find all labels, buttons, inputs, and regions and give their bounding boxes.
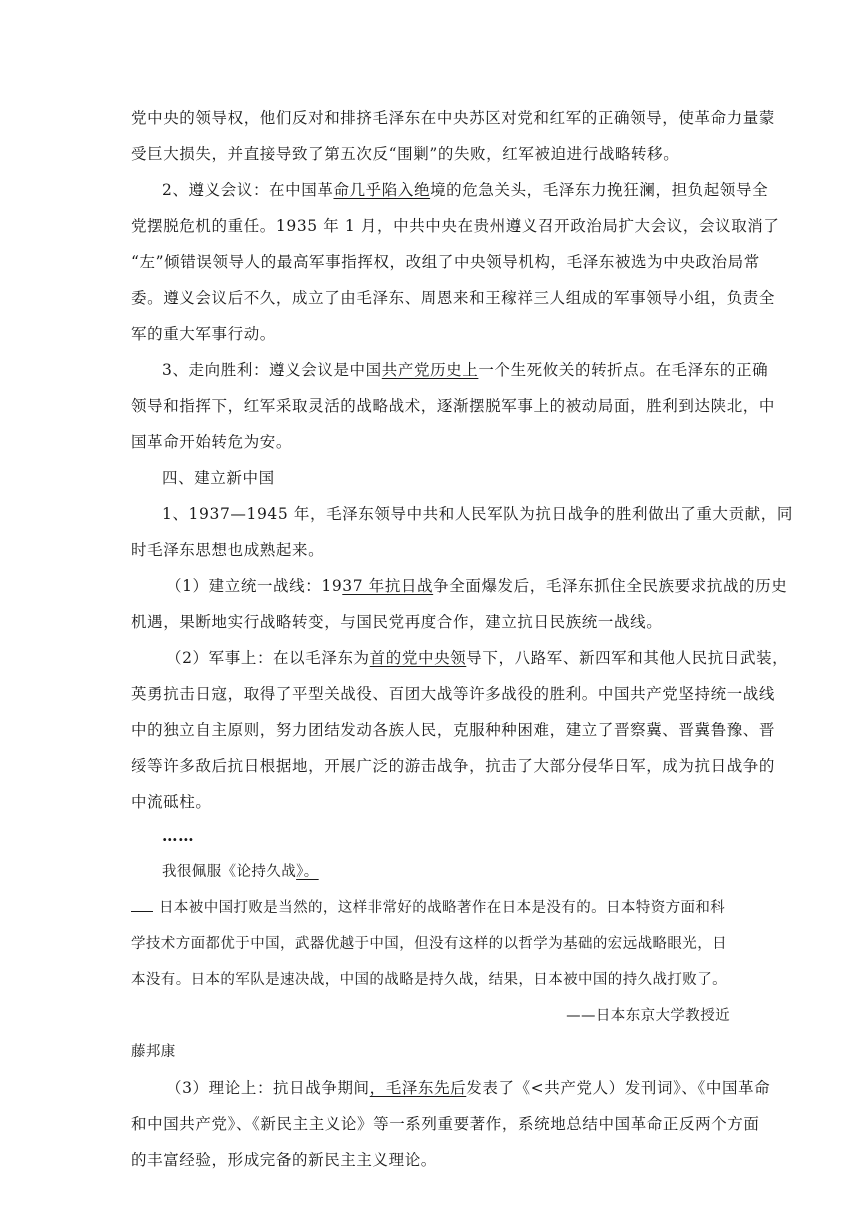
- fill-blank: [131, 899, 153, 912]
- paragraph-line: 党中央的领导权，他们反对和排挤毛泽东在中央苏区对党和红军的正确领导，使革命力量蒙: [131, 109, 776, 127]
- paragraph-line: “左”倾错误领导人的最高军事指挥权，改组了中央领导机构，毛泽东被选为中央政治局常: [131, 253, 760, 271]
- paragraph-line: 委。遵义会议后不久，成立了由毛泽东、周恩来和王稼祥三人组成的军事领导小组，负责全: [131, 289, 776, 307]
- paragraph-line: 中流砥柱。: [131, 793, 212, 811]
- paragraph-line: 机遇，果断地实行战略转变，与国民党再度合作，建立抗日民族统一战线。: [131, 613, 663, 631]
- paragraph-line: 的丰富经验，形成完备的新民主主义理论。: [131, 1151, 437, 1169]
- paragraph-military-line: （2）军事上：在以毛泽东为首的党中央领导下，八路军、新四军和其他人民抗日武装，: [166, 649, 789, 667]
- paragraph-line: 领导和指挥下，红军采取灵活的战略战术，逐渐摆脱军事上的被动局面，胜利到达陕北，中: [131, 397, 776, 415]
- paragraph-zunyi-line: 2、遵义会议：在中国革命几乎陷入绝境的危急关头，毛泽东力挽狂澜，担负起领导全: [162, 181, 769, 199]
- paragraph-line: 绥等许多敌后抗日根据地，开展广泛的游击战争，抗击了大部分侵华日军，成为抗日战争的: [131, 757, 776, 775]
- paragraph-line: 中的独立自主原则，努力团结发动各族人民，克服种种困难，建立了晋察冀、晋冀鲁豫、晋: [131, 721, 776, 739]
- ellipsis: ……: [162, 826, 195, 845]
- paragraph-line: 1、1937—1945 年，毛泽东领导中共和人民军队为抗日战争的胜利做出了重大贡献，同: [162, 505, 793, 523]
- paragraph-line: 受巨大损失，并直接导致了第五次反“围剿”的失败，红军被迫进行战略转移。: [131, 145, 680, 163]
- quote-intro-line: 我很佩服《论持久战》。: [162, 864, 319, 880]
- quote-line: 本没有。日本的军队是速决战，中国的战略是持久战，结果，日本被中国的持久战打败了。: [131, 972, 727, 988]
- quote-line: 日本被中国打败是当然的，这样非常好的战略著作在日本是没有的。日本特资方面和科: [131, 898, 725, 918]
- paragraph-line: 军的重大军事行动。: [131, 325, 276, 343]
- paragraph-line: 国革命开始转危为安。: [131, 433, 293, 451]
- paragraph-line: 时毛泽东思想也成熟起来。: [131, 541, 325, 559]
- paragraph-line: 和中国共产党》、《新民主主义论》等一系列重要著作，系统地总结中国革命正反两个方面: [131, 1115, 760, 1133]
- quote-line: 学技术方面都优于中国，武器优越于中国，但没有这样的以哲学为基础的宏远战略眼光，日: [131, 936, 727, 952]
- paragraph-victory-line: 3、走向胜利：遵义会议是中国共产党历史上一个生死攸关的转折点。在毛泽东的正确: [162, 361, 769, 379]
- quote-attribution-cont: 藤邦康: [131, 1044, 176, 1060]
- quote-attribution: ——日本东京大学教授近: [566, 1008, 730, 1024]
- paragraph-line: 党摆脱危机的重任。1935 年 1 月，中共中央在贵州遵义召开政治局扩大会议，会议取消了: [131, 217, 780, 235]
- paragraph-line: 英勇抗击日寇，取得了平型关战役、百团大战等许多战役的胜利。中国共产党坚持统一战线: [131, 685, 776, 703]
- paragraph-united-front-line: （1）建立统一战线：1937 年抗日战争全面爆发后，毛泽东抓住全民族要求抗战的历史: [166, 577, 788, 595]
- paragraph-theory-line: （3）理论上：抗日战争期间，毛泽东先后发表了《<共产党人）发刊词》、《中国革命: [166, 1079, 771, 1097]
- section-heading: 四、建立新中国: [162, 469, 275, 487]
